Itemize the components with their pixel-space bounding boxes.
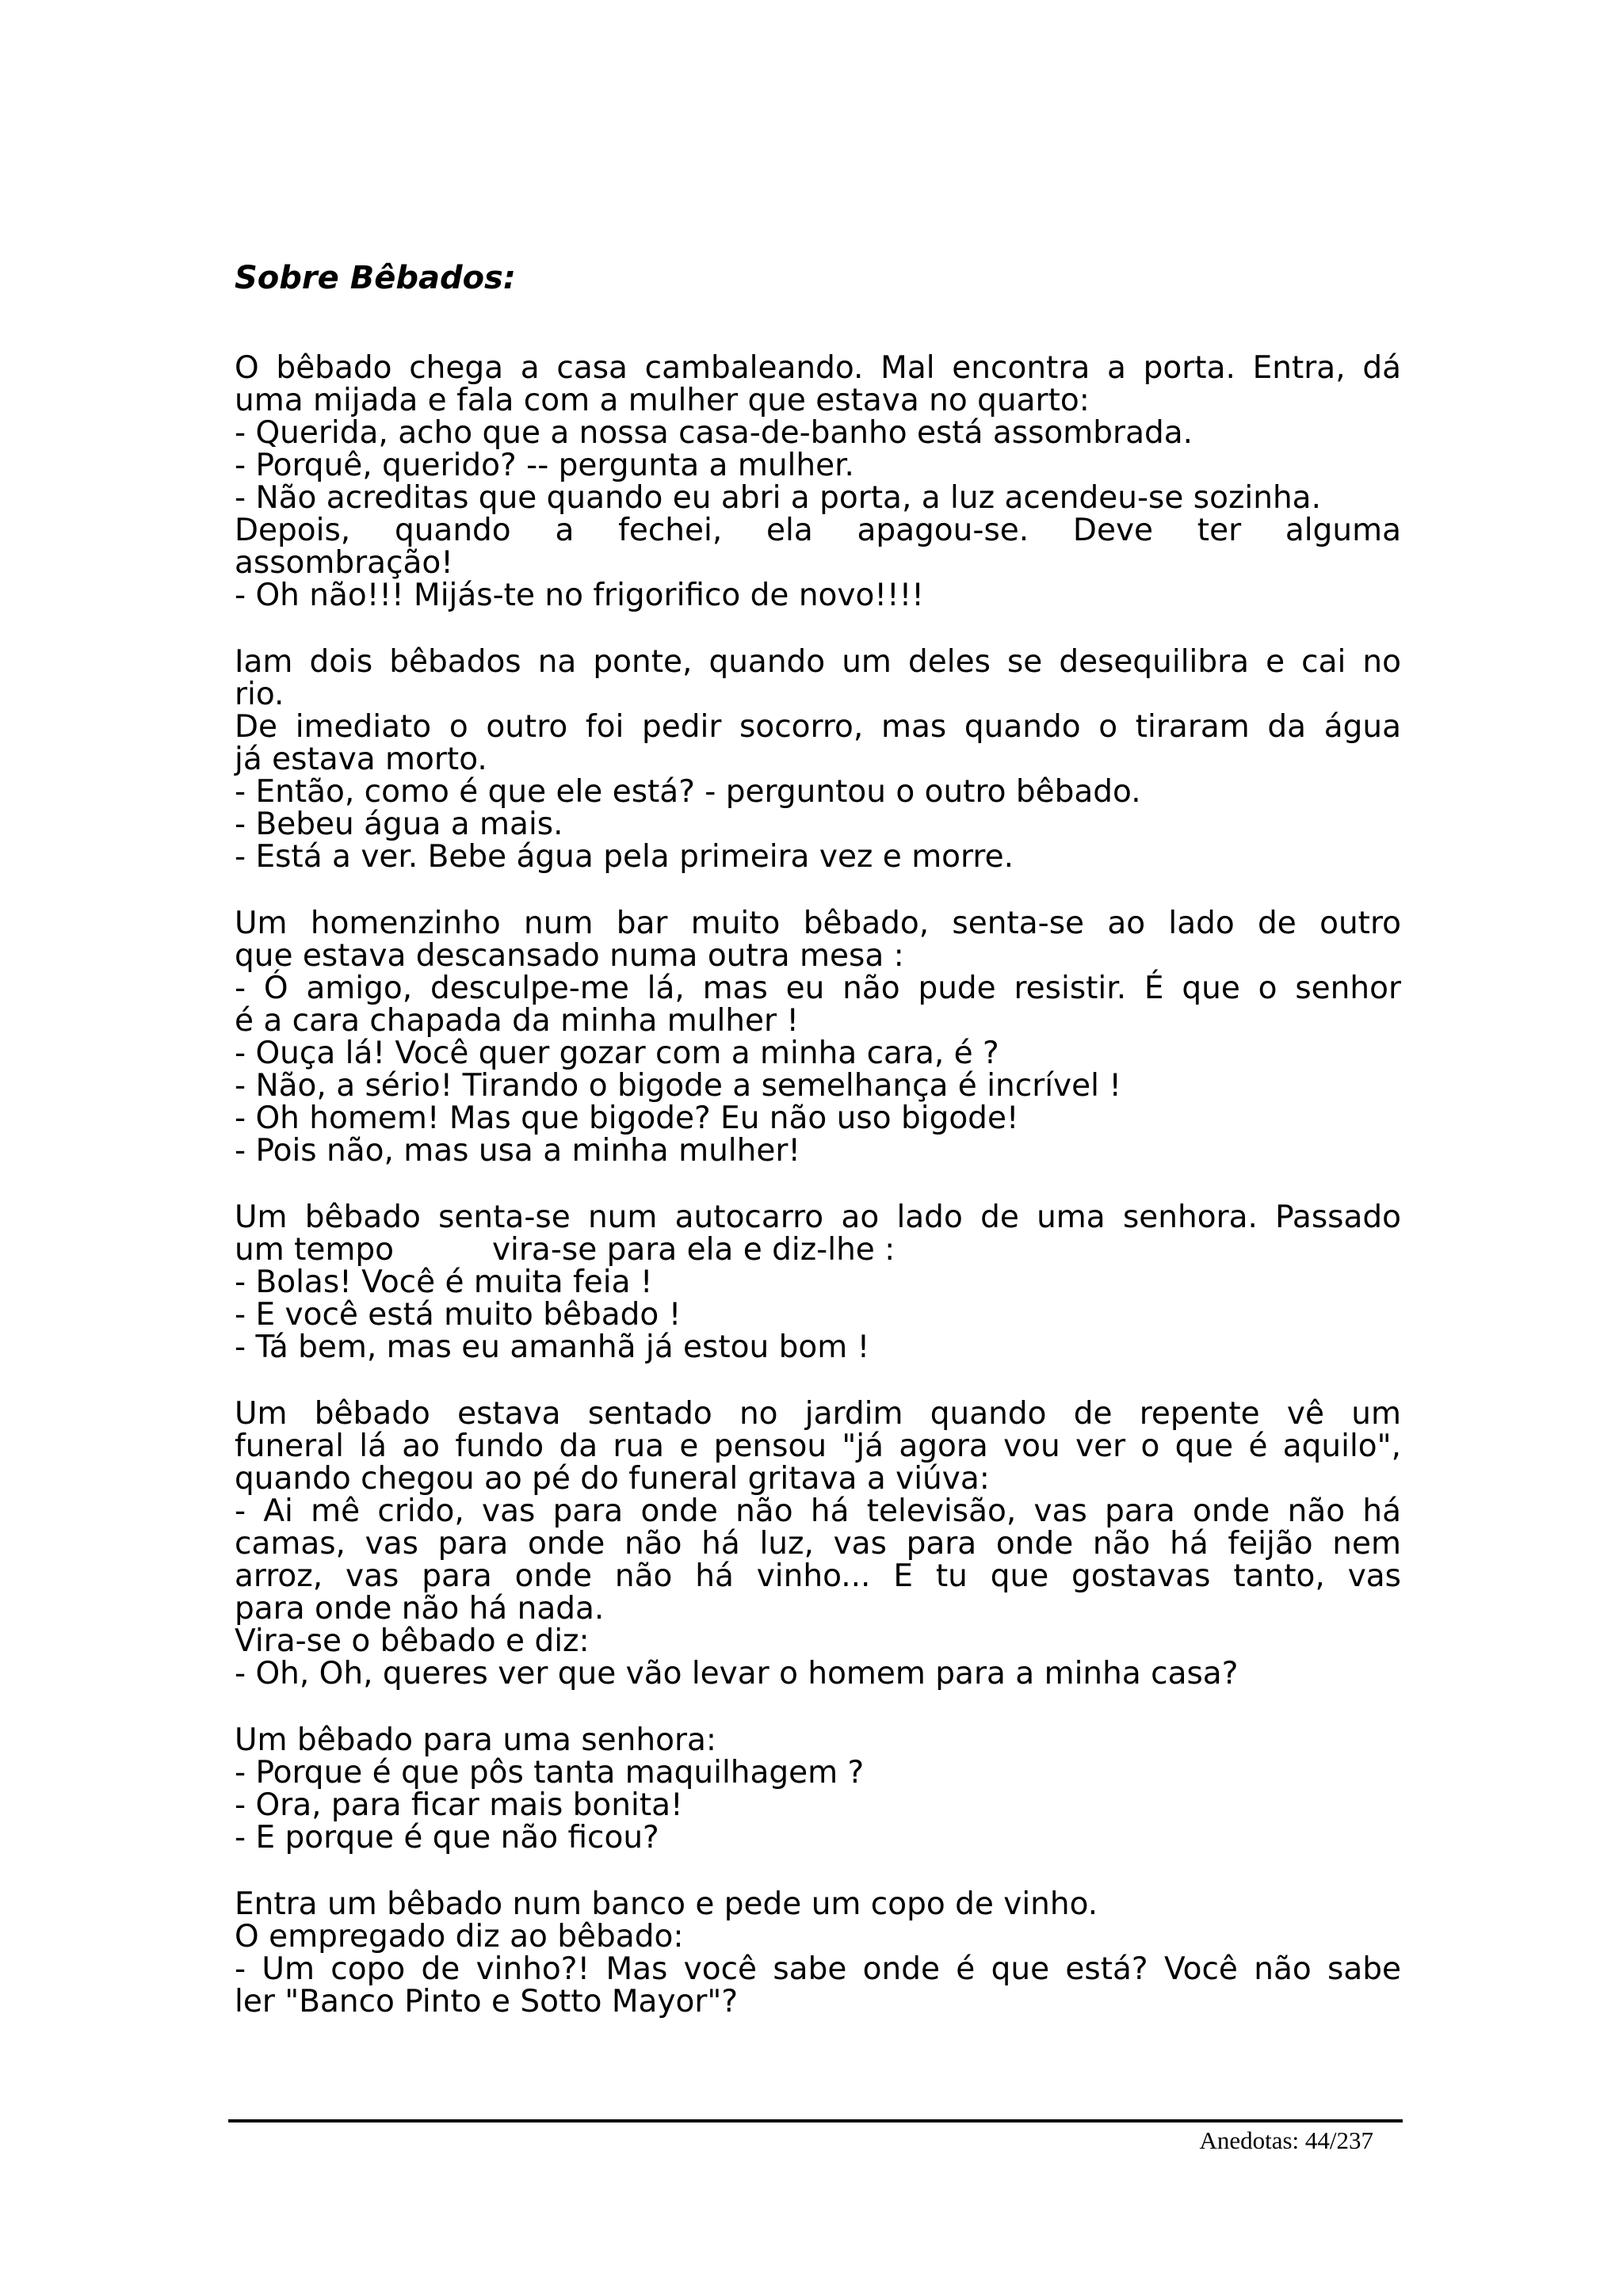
text-line: - E você está muito bêbado ! [235,1297,682,1333]
text-line: - Ai mê crido, vas para onde não há televisão, vas para onde não há [235,1493,1401,1529]
text-line: O empregado diz ao bêbado: [235,1919,684,1955]
text-line: - Bebeu água a mais. [235,807,563,842]
text-line: O bêbado chega a casa cambaleando. Mal encontra a porta. Entra, dá [235,350,1401,386]
text-line: - Está a ver. Bebe água pela primeira vez e morre. [235,839,1014,875]
text-line: arroz, vas para onde não há vinho... E tu que gostavas tanto, vas [235,1558,1401,1594]
text-line: uma mijada e fala com a mulher que estava no quarto: [235,383,1090,418]
section-heading: Sobre Bêbados: [235,260,516,296]
text-line: De imediato o outro foi pedir socorro, mas quando o tiraram da água [235,709,1401,745]
joke-7 [235,1888,1401,2018]
text-line: - Bolas! Você é muita feia ! [235,1264,653,1300]
text-line: Entra um bêbado num banco e pede um copo de vinho. [235,1886,1098,1922]
text-line: que estava descansado numa outra mesa : [235,938,904,974]
text-line: - Não, a sério! Tirando o bigode a semelhança é incrível ! [235,1068,1122,1104]
text-line: - Querida, acho que a nossa casa-de-banho está assombrada. [235,415,1193,451]
footer-divider [228,2119,1403,2122]
text-line: - Oh, Oh, queres ver que vão levar o homem para a minha casa? [235,1656,1239,1691]
text-line: Um bêbado estava sentado no jardim quando de repente vê um [235,1396,1401,1432]
text-line: - Então, como é que ele está? - perguntou o outro bêbado. [235,774,1141,810]
joke-4 [235,1201,1401,1363]
text-line: Iam dois bêbados na ponte, quando um deles se desequilibra e cai no [235,644,1401,680]
text-line: é a cara chapada da minha mulher ! [235,1003,800,1039]
text-line: - Ora, para ficar mais bonita! [235,1787,683,1823]
page-number: Anedotas: 44/237 [1199,2126,1373,2154]
joke-1 [235,352,1401,612]
joke-2 [235,646,1401,873]
document-body [235,254,1401,2052]
text-line: - Oh homem! Mas que bigode? Eu não uso bigode! [235,1100,1019,1136]
text-line: Vira-se o bêbado e diz: [235,1623,590,1659]
text-line: assombração! [235,545,453,581]
joke-6 [235,1724,1401,1854]
text-line: um tempo vira-se para ela e diz-lhe : [235,1232,896,1268]
text-line: Um bêbado para uma senhora: [235,1722,717,1758]
text-line: - Porquê, querido? -- pergunta a mulher. [235,448,854,483]
joke-3 [235,907,1401,1167]
text-line: - Porque é que pôs tanta maquilhagem ? [235,1755,865,1791]
text-line: funeral lá ao fundo da rua e pensou "já agora vou ver o que é aquilo", [235,1428,1401,1464]
text-line: - Não acreditas que quando eu abri a porta, a luz acendeu-se sozinha. [235,480,1321,516]
text-line: - Ouça lá! Você quer gozar com a minha cara, é ? [235,1035,999,1071]
text-line: - Tá bem, mas eu amanhã já estou bom ! [235,1329,870,1365]
text-line: rio. [235,677,285,712]
text-line: Depois, quando a fechei, ela apagou-se. Deve ter alguma [235,513,1401,548]
text-line: - Ó amigo, desculpe-me lá, mas eu não pude resistir. É que o senhor [235,971,1401,1006]
text-line: Um homenzinho num bar muito bêbado, senta-se ao lado de outro [235,906,1401,941]
text-line: quando chegou ao pé do funeral gritava a viúva: [235,1461,990,1497]
text-line: - Um copo de vinho?! Mas você sabe onde é que está? Você não sabe [235,1951,1401,1987]
text-line: - Pois não, mas usa a minha mulher! [235,1133,800,1169]
text-line: - E porque é que não ficou? [235,1820,659,1855]
text-line: camas, vas para onde não há luz, vas para onde não há feijão nem [235,1526,1401,1562]
text-line: para onde não há nada. [235,1591,605,1627]
text-line: já estava morto. [235,742,487,777]
text-line: Um bêbado senta-se num autocarro ao lado de uma senhora. Passado [235,1199,1401,1235]
joke-5 [235,1398,1401,1690]
text-line: ler "Banco Pinto e Sotto Mayor"? [235,1984,739,2019]
text-line: - Oh não!!! Mijás-te no frigorifico de novo!!!! [235,578,924,613]
